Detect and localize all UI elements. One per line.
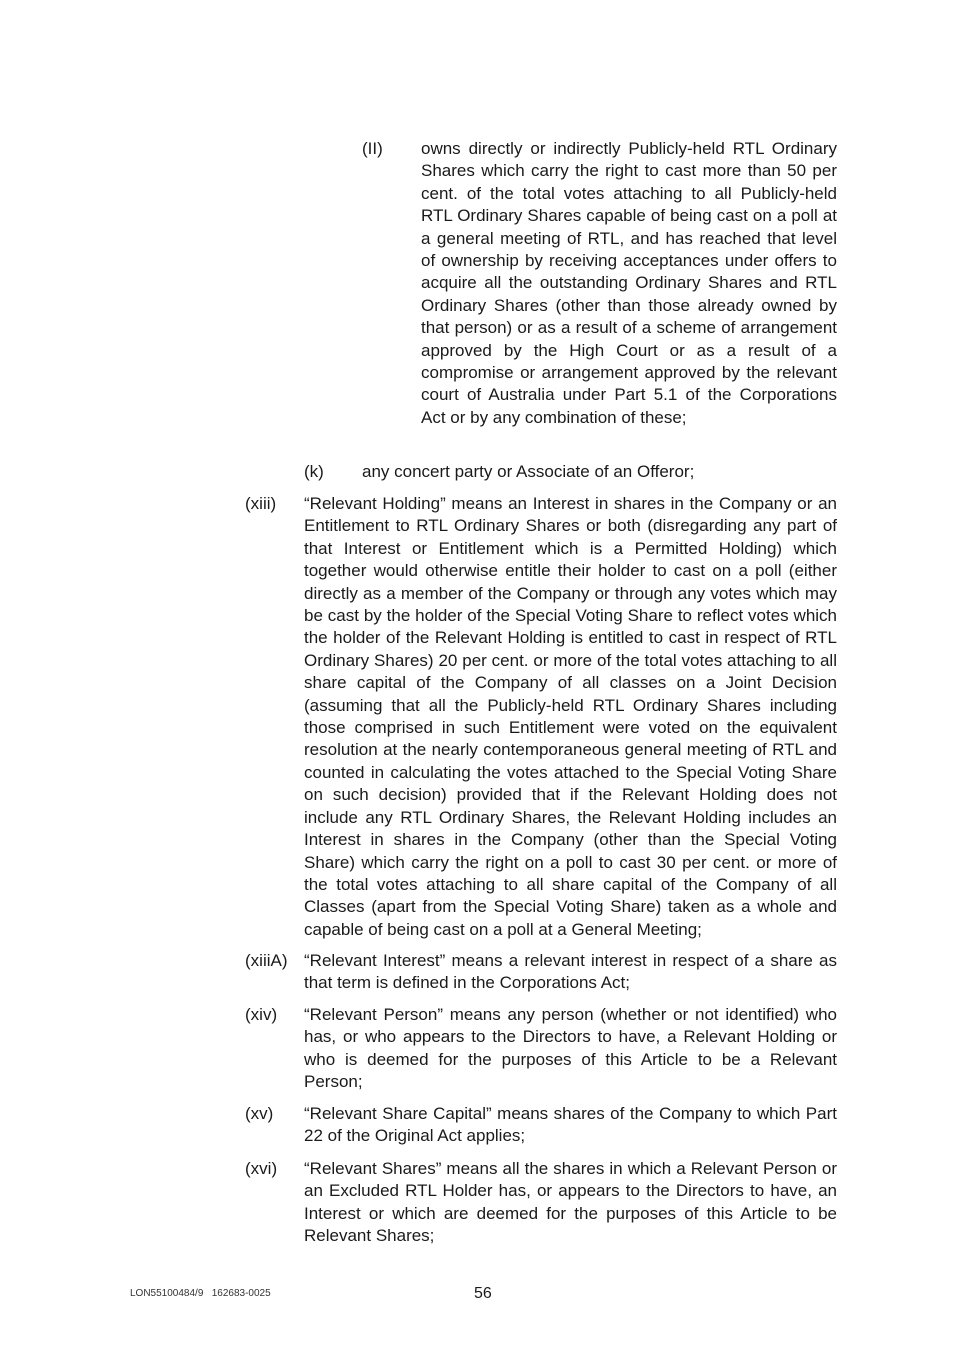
clause-text: “Relevant Share Capital” means shares of the Company to which Part 22 of the Original Act applies; — [304, 1104, 837, 1146]
clause-text: any concert party or Associate of an Offeror; — [362, 462, 695, 481]
clause-II — [362, 138, 837, 429]
clause-number: (xiv) — [245, 1005, 278, 1024]
clause-text: “Relevant Person” means any person (whether or not identified) who has, or who appears to the Directors to have, a Relevant Holding or who is deemed for the purposes of this Article to be a Relevant Person; — [304, 1005, 837, 1092]
definition-relevant-person — [245, 1004, 837, 1094]
clause-number: (xiiiA) — [245, 951, 288, 970]
page-number: 56 — [474, 1285, 492, 1302]
definition-relevant-shares — [245, 1158, 837, 1248]
definition-relevant-share-capital — [245, 1103, 837, 1148]
clause-text: “Relevant Holding” means an Interest in shares in the Company or an Entitlement to RTL Ordinary Shares or both (disregarding any part of that Interest or Entitlement which is a Permitted Holding) which together would otherwise entitle their holder to cast on a poll (either directly as a member of the Company or through any votes which may be cast by the holder of the Special Voting Share to reflect votes which the holder of the Relevant Holding is entitled to cast in respect of RTL Ordinary Shares) 20 per cent. or more of the total votes attaching to all share capital of the Company of all classes on a Joint Decision (assuming that all the Publicly-held RTL Ordinary Shares including those comprised in such Entitlement were voted on the equivalent resolution at the nearly contemporaneous general meeting of RTL and counted in calculating the votes attached to the Special Voting Share on such decision) provided that if the Relevant Holding does not include any RTL Ordinary Shares, the Relevant Holding includes an Interest in shares in the Company (other than the Special Voting Share) which carry the right on a poll to cast 30 per cent. or more of the total votes attaching to all share capital of the Company of all Classes (apart from the Special Voting Share) taken as a whole and capable of being cast on a poll at a General Meeting; — [304, 494, 837, 939]
clause-number: (k) — [304, 462, 324, 481]
document-reference: LON55100484/9 162683-0025 — [130, 1288, 271, 1299]
clause-number: (xvi) — [245, 1159, 278, 1178]
clause-text: “Relevant Interest” means a relevant interest in respect of a share as that term is defined in the Corporations Act; — [304, 951, 837, 993]
clause-number: (xv) — [245, 1104, 274, 1123]
clause-text: “Relevant Shares” means all the shares in which a Relevant Person or an Excluded RTL Holder has, or appears to the Directors to have, an Interest or which are deemed for the purposes of this Article to be Relevant Shares; — [304, 1159, 837, 1246]
clause-number: (xiii) — [245, 494, 277, 513]
clause-text: owns directly or indirectly Publicly-held RTL Ordinary Shares which carry the right to cast more than 50 per cent. of the total votes attaching to all Publicly-held RTL Ordinary Shares capable of being cast on a poll at a general meeting of RTL, and has reached that level of ownership by receiving acceptances under offers to acquire all the outstanding Ordinary Shares and RTL Ordinary Shares (other than those already owned by that person) or as a result of a scheme of arrangement approved by the High Court or as a result of a compromise or arrangement approved by the relevant court of Australia under Part 5.1 of the Corporations Act or by any combination of these; — [421, 139, 837, 427]
clause-k — [304, 461, 837, 483]
definition-relevant-holding — [245, 493, 837, 941]
clause-number: (II) — [362, 139, 383, 158]
definition-relevant-interest — [245, 950, 837, 995]
